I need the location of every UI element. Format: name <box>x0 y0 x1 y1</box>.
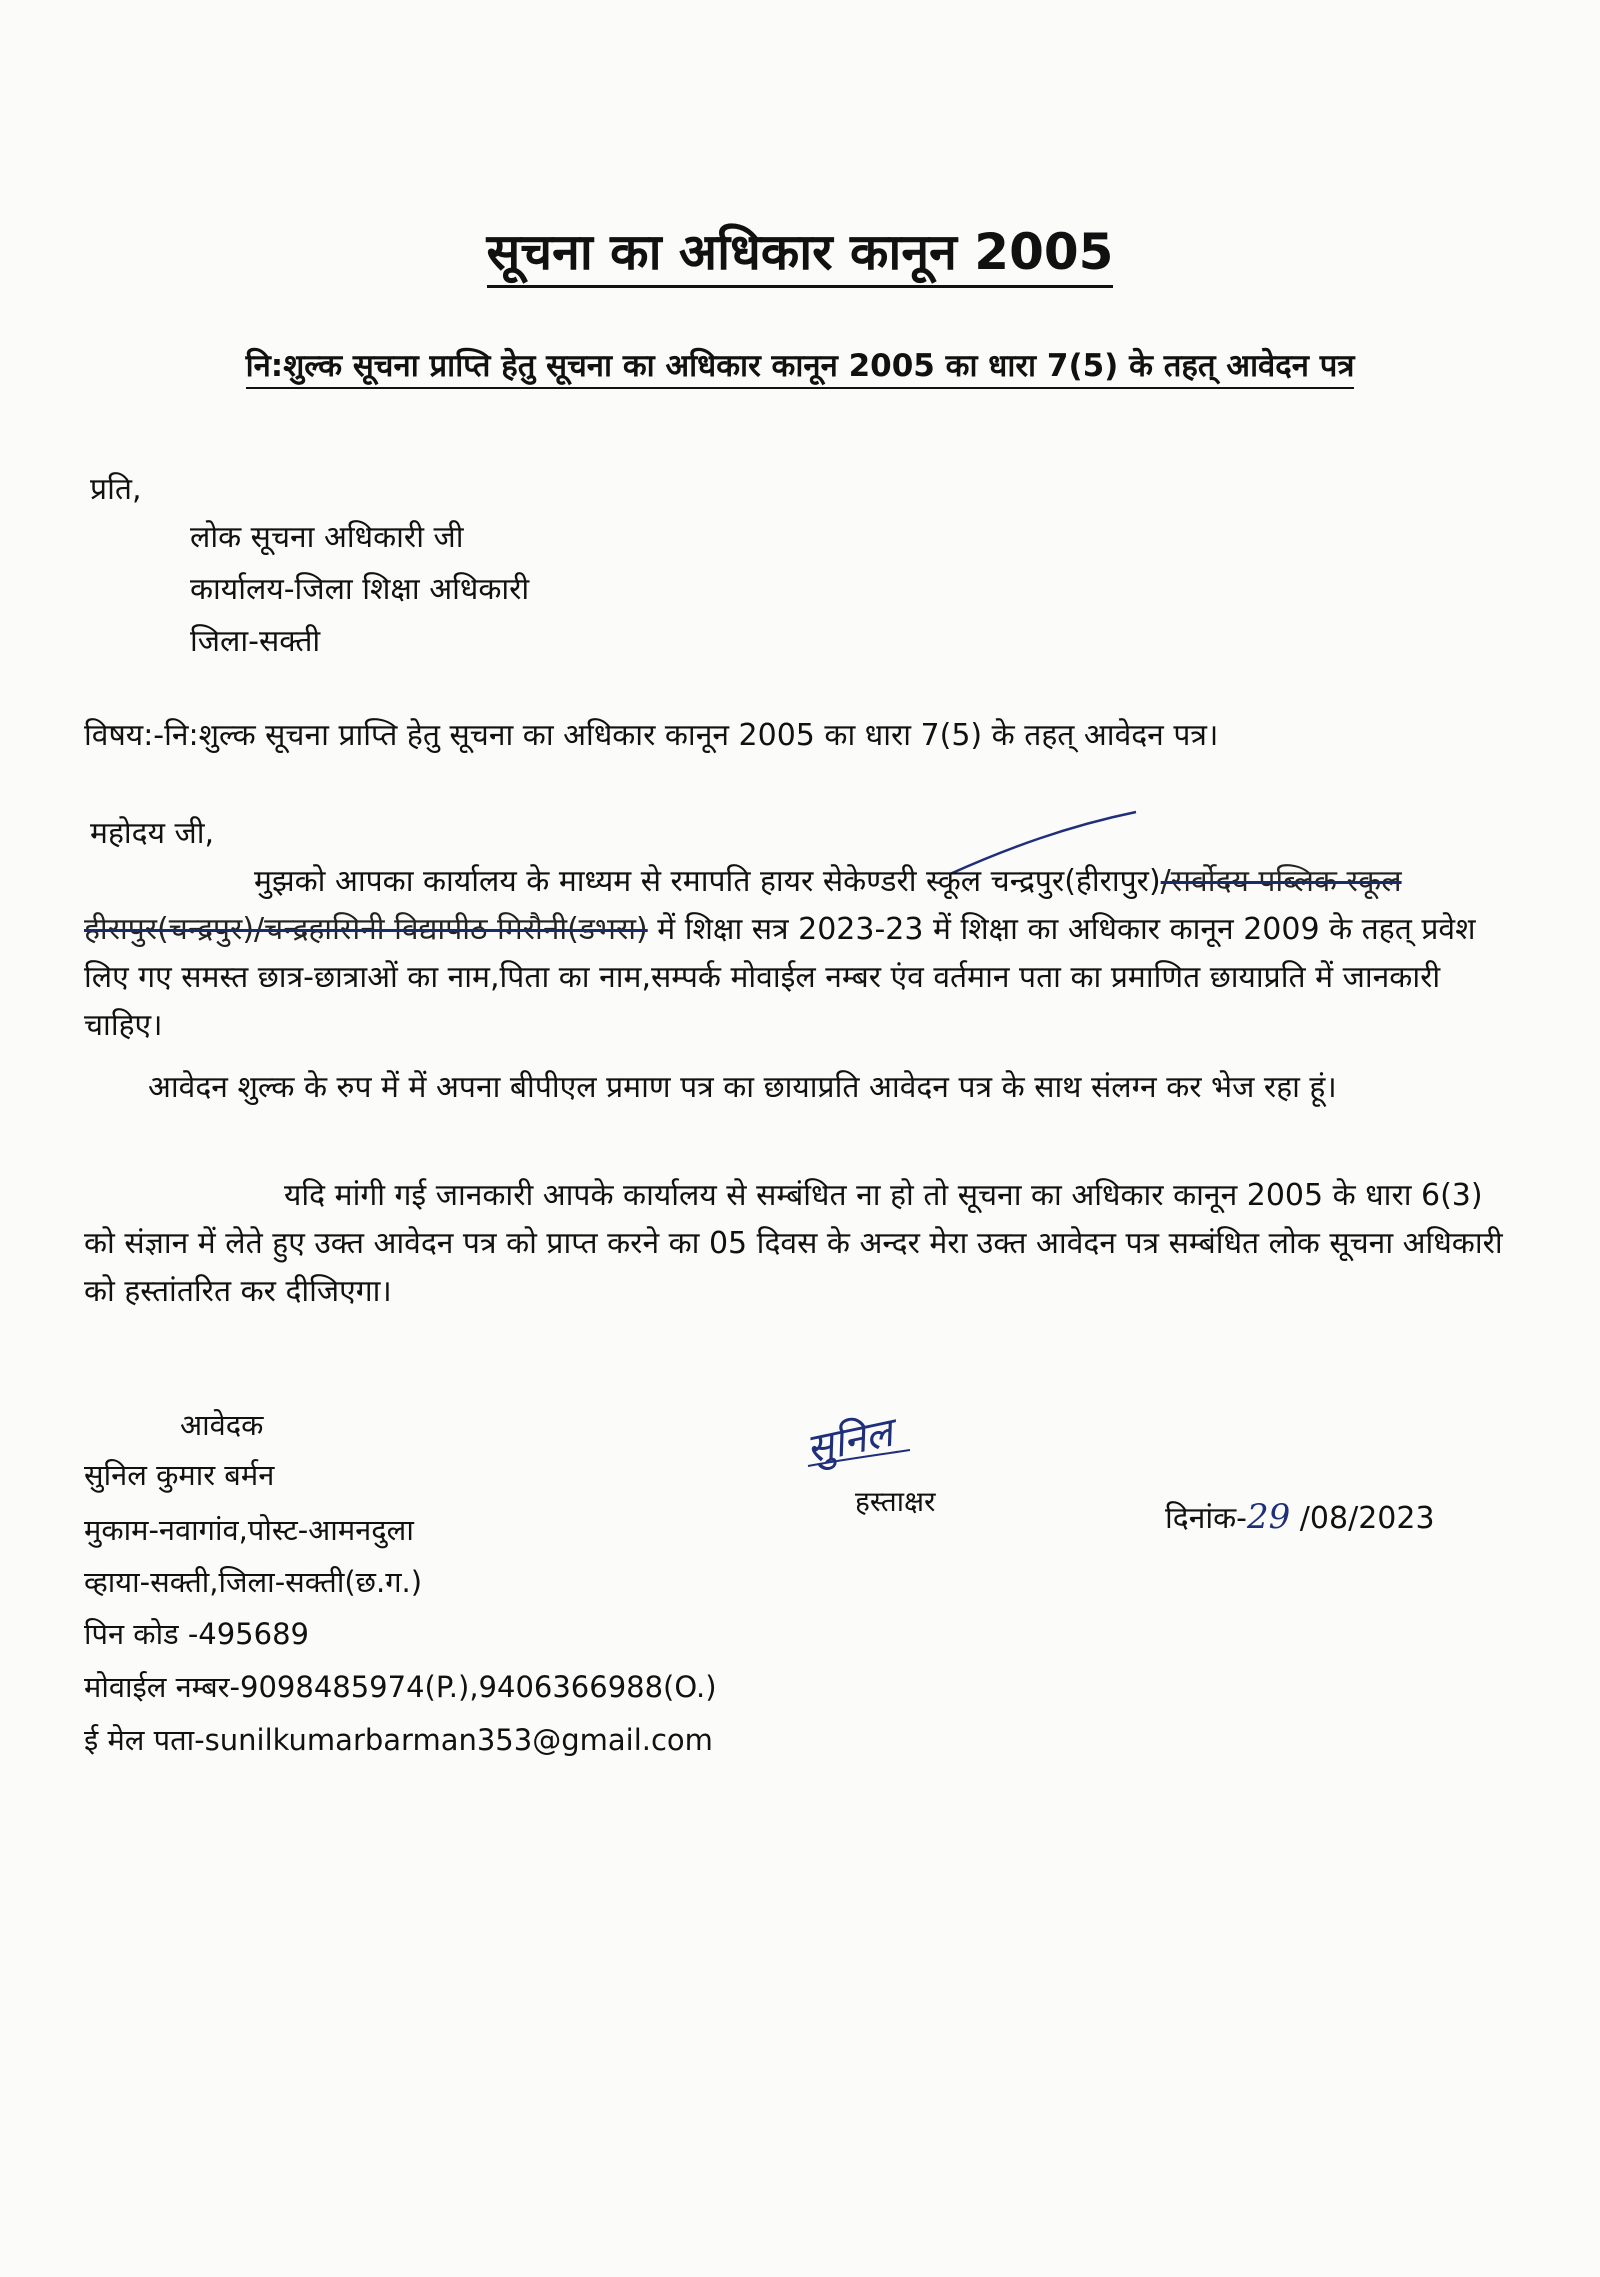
applicant-email: ई मेल पता-sunilkumarbarman353@gmail.com <box>84 1723 713 1757</box>
addressee-prefix: प्रति, <box>90 472 142 507</box>
paragraph-1-text-a: मुझको आपका कार्यालय के माध्यम से रमापति हायर सेकेण्डरी स्कूल चन्द्रपुर(हीरापुर) <box>254 864 1161 899</box>
subject-line: विषय:-नि:शुल्क सूचना प्राप्ति हेतु सूचना का अधिकार कानून 2005 का धारा 7(5) के तहत् आवेदन पत्र। <box>84 718 1219 753</box>
handwritten-signature <box>800 1400 970 1480</box>
applicant-pin: पिन कोड -495689 <box>84 1617 309 1651</box>
struck-school-names: /सर्वोदय पब्लिक स्कूल हीरापुर(चन्द्रपुर)/चन्द्रहासिनी विद्यापीठ मिरौनी(डभरा) <box>84 864 1402 947</box>
document-subtitle: नि:शुल्क सूचना प्राप्ति हेतु सूचना का अधिकार कानून 2005 का धारा 7(5) के तहत् आवेदन पत्र <box>40 344 1560 388</box>
addressee-line-2: कार्यालय-जिला शिक्षा अधिकारी <box>190 572 530 607</box>
date-label: दिनांक- <box>1165 1501 1247 1536</box>
paragraph-2: आवेदन शुल्क के रुप में में अपना बीपीएल प्रमाण पत्र का छायाप्रति आवेदन पत्र के साथ संलग्न कर भेज रहा हूं। <box>148 1070 1337 1105</box>
svg-text:सुनिल: सुनिल <box>802 1409 897 1473</box>
applicant-mobile: मोवाईल नम्बर-9098485974(P.),9406366988(O.) <box>84 1670 717 1704</box>
addressee-line-1: लोक सूचना अधिकारी जी <box>190 520 464 555</box>
applicant-label: आवेदक <box>180 1408 264 1442</box>
date-rest: /08/2023 <box>1290 1501 1435 1536</box>
date-day: 29 <box>1247 1497 1291 1537</box>
addressee-line-3: जिला-सक्ती <box>190 624 321 659</box>
applicant-name: सुनिल कुमार बर्मन <box>84 1458 275 1492</box>
paragraph-3: यदि मांगी गई जानकारी आपके कार्यालय से सम्बंधित ना हो तो सूचना का अधिकार कानून 2005 के धारा 6(3) को संज्ञान में लेते हुए उक्त आवेदन पत्र को प्राप्त करने का 05 दिवस के अन्दर मेरा उक्त आवेदन पत्र सम्बंधित लोक सूचना अधिकारी को हस्तांतरित कर दीजिएगा। <box>84 1178 1503 1309</box>
applicant-address-2: व्हाया-सक्ती,जिला-सक्ती(छ.ग.) <box>84 1565 423 1599</box>
signature-label: हस्ताक्षर <box>855 1485 936 1518</box>
salutation: महोदय जी, <box>90 816 215 851</box>
paragraph-1-text-b: में शिक्षा सत्र 2023-23 में शिक्षा का अधिकार कानून 2009 के तहत् प्रवेश लिए गए समस्त छात्र-छात्राओं का नाम,पिता का नाम,सम्पर्क मोवाईल नम्बर एंव वर्तमान पता का प्रमाणित छायाप्रति में जानकारी चाहिए। <box>84 912 1476 1043</box>
document-title: सूचना का अधिकार कानून 2005 <box>0 220 1600 284</box>
date-line <box>1165 1497 1435 1539</box>
paragraph-1 <box>84 858 1504 1050</box>
applicant-address-1: मुकाम-नवागांव,पोस्ट-आमनदुला <box>84 1513 414 1547</box>
